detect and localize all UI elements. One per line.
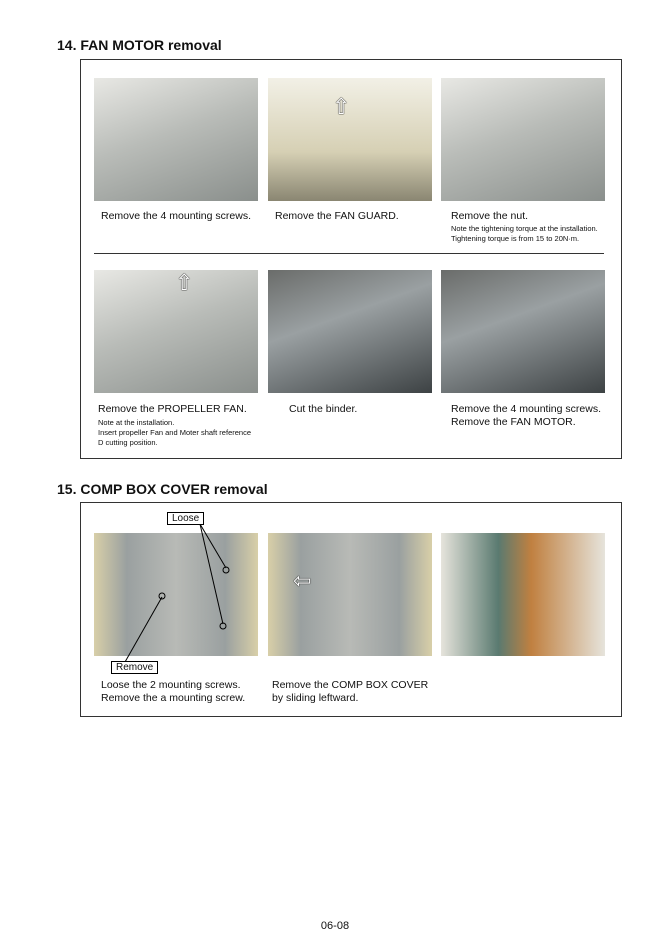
up-arrow-icon: ⇧ xyxy=(332,94,351,119)
step-caption: Remove the FAN GUARD. xyxy=(275,210,399,222)
step-caption: Remove the PROPELLER FAN. xyxy=(98,403,247,415)
step-caption: Remove the FAN MOTOR. xyxy=(451,416,576,428)
step-note: Tightening torque is from 15 to 20N·m. xyxy=(451,234,580,243)
step-note: Note at the installation. xyxy=(98,418,175,427)
up-arrow-icon: ⇧ xyxy=(175,270,194,295)
step-note: D cutting position. xyxy=(98,438,158,447)
step-caption: Loose the 2 mounting screws. xyxy=(101,679,241,691)
step-caption: Remove the COMP BOX COVER xyxy=(272,679,429,691)
step-caption: Remove the 4 mounting screws. xyxy=(451,403,601,415)
step-caption: by sliding leftward. xyxy=(272,692,359,704)
section-14-title: 14. FAN MOTOR removal xyxy=(57,37,222,53)
step-caption: Cut the binder. xyxy=(289,403,358,415)
remove-label: Remove xyxy=(111,661,158,674)
page-number: 06-08 xyxy=(320,920,350,932)
step-note: Insert propeller Fan and Moter shaft reference xyxy=(98,428,251,437)
step-caption: Remove the a mounting screw. xyxy=(101,692,246,704)
step-caption: Remove the nut. xyxy=(451,210,529,222)
loose-label: Loose xyxy=(167,512,204,525)
left-arrow-icon: ⇦ xyxy=(293,568,312,593)
step-note: Note the tightening torque at the installation. xyxy=(451,224,598,233)
section-15-title: 15. COMP BOX COVER removal xyxy=(57,481,268,497)
step-caption: Remove the 4 mounting screws. xyxy=(101,210,251,222)
